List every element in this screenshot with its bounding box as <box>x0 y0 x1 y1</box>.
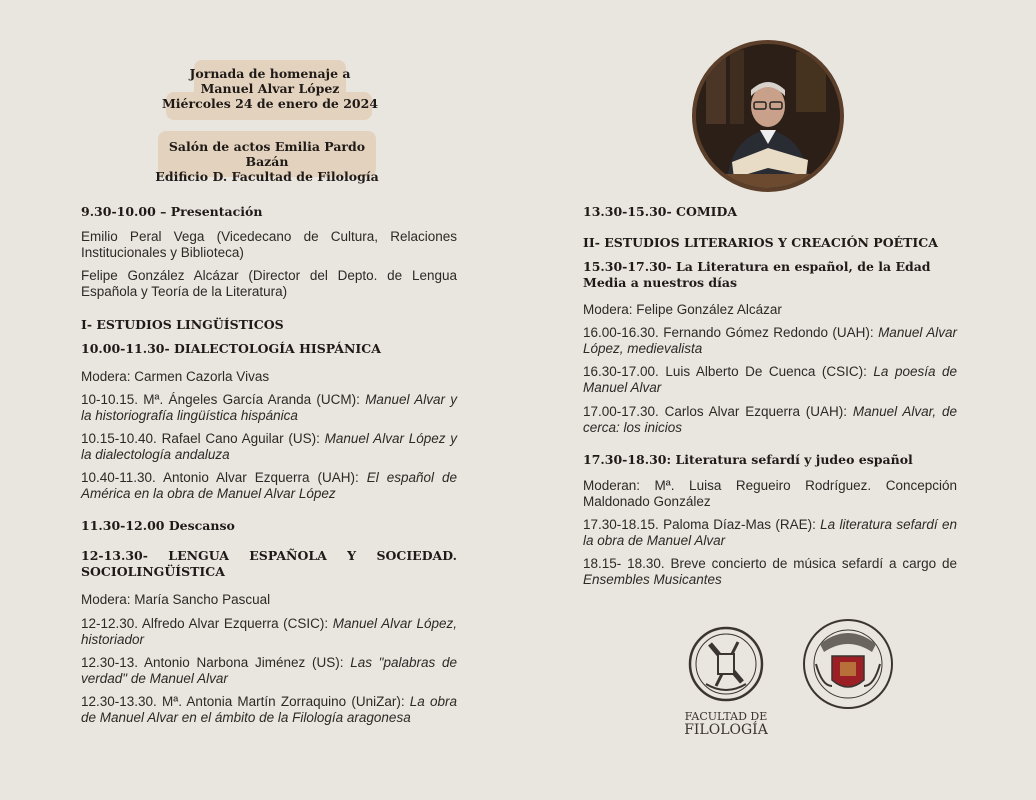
presenter-1: Emilio Peral Vega (Vicedecano de Cultura, Relaciones Institucionales y Biblioteca) <box>81 229 457 260</box>
talk-speaker: 18.15- 18.30. Breve concierto de música sefardí a cargo de <box>583 556 957 571</box>
session-3-talk-2 <box>81 655 457 687</box>
session-4-talk-2 <box>583 364 957 396</box>
talk-speaker: 16.00-16.30. Fernando Gómez Redondo (UAH): <box>583 325 879 340</box>
faculty-logo <box>676 620 776 740</box>
talk-title: Manuel Alvar López y la dialectología andaluza <box>81 431 457 462</box>
faculty-emblem-icon <box>676 620 776 710</box>
talk-speaker: 12.30-13. Antonio Narbona Jiménez (US): <box>81 655 351 670</box>
portrait-photo <box>692 40 844 192</box>
talk-title: El español de América en la obra de Manuel Alvar López <box>81 470 457 501</box>
talk-speaker: 17.30-18.15. Paloma Díaz-Mas (RAE): <box>583 517 821 532</box>
session-5-title: 17.30-18.30: Literatura sefardí y judeo español <box>583 452 913 467</box>
session-2-talk-1 <box>81 392 457 424</box>
university-seal <box>802 616 894 712</box>
talk-speaker: 10.15-10.40. Rafael Cano Aguilar (US): <box>81 431 325 446</box>
talk-title: La obra de Manuel Alvar en el ámbito de la Filología aragonesa <box>81 694 457 725</box>
talk-title: Manuel Alvar, de cerca: los inicios <box>583 404 957 435</box>
session-2-moderator: Modera: Carmen Cazorla Vivas <box>81 369 270 384</box>
header-title <box>150 66 390 111</box>
talk-title: Manuel Alvar López, historiador <box>81 616 457 647</box>
talk-speaker: 10-10.15. Mª. Ángeles García Aranda (UCM): <box>81 392 366 407</box>
talk-title: Ensembles Musicantes <box>583 572 722 587</box>
header-line-2: Manuel Alvar López <box>200 81 340 96</box>
session-4-talk-1 <box>583 325 957 357</box>
presentation-time: 9.30-10.00 – Presentación <box>81 204 263 219</box>
talk-speaker: 10.40-11.30. Antonio Alvar Ezquerra (UAH): <box>81 470 367 485</box>
header-line-3: Miércoles 24 de enero de 2024 <box>161 96 379 111</box>
session-5-talk-2 <box>583 556 957 588</box>
session-3-moderator: Modera: María Sancho Pascual <box>81 592 271 607</box>
session-5-moderators: Moderan: Mª. Luisa Regueiro Rodríguez. Concepción Maldonado González <box>583 478 957 509</box>
session-3-talk-3 <box>81 694 457 726</box>
part-1-heading: I- ESTUDIOS LINGÜÍSTICOS <box>81 317 284 332</box>
break-heading: 11.30-12.00 Descanso <box>81 518 235 533</box>
lunch-heading: 13.30-15.30- COMIDA <box>583 204 738 219</box>
talk-title: Manuel Alvar López, medievalista <box>583 325 957 356</box>
talk-title: Las "palabras de verdad" de Manuel Alvar <box>81 655 457 686</box>
part-2-heading: II- ESTUDIOS LITERARIOS Y CREACIÓN POÉTICA <box>583 235 938 250</box>
talk-speaker: 17.00-17.30. Carlos Alvar Ezquerra (UAH): <box>583 404 853 419</box>
header-line-1: Jornada de homenaje a <box>189 66 351 81</box>
session-2-title: 10.00-11.30- DIALECTOLOGÍA HISPÁNICA <box>81 341 381 356</box>
talk-speaker: 12-12.30. Alfredo Alvar Ezquerra (CSIC): <box>81 616 333 631</box>
header-venue <box>150 139 384 184</box>
talk-title: La literatura sefardí en la obra de Manuel Alvar <box>583 517 957 548</box>
session-3-talk-1 <box>81 616 457 648</box>
talk-speaker: 12.30-13.30. Mª. Antonia Martín Zorraquino (UniZar): <box>81 694 410 709</box>
talk-title: La poesía de Manuel Alvar <box>583 364 957 395</box>
session-4-moderator: Modera: Felipe González Alcázar <box>583 302 782 317</box>
talk-title: Manuel Alvar y la historiografía lingüística hispánica <box>81 392 457 423</box>
faculty-logo-line-1: FACULTAD DE <box>684 710 768 723</box>
session-3-title: 12-13.30- LENGUA ESPAÑOLA Y SOCIEDAD. SOCIOLINGÜÍSTICA <box>81 548 457 579</box>
session-2-talk-3 <box>81 470 457 502</box>
faculty-logo-line-2: FILOLOGÍA <box>684 722 768 738</box>
header-line-5: Edificio D. Facultad de Filología <box>155 169 379 184</box>
header-line-4: Salón de actos Emilia Pardo Bazán <box>168 139 366 169</box>
session-4-title: 15.30-17.30- La Literatura en español, de la Edad Media a nuestros días <box>583 259 931 290</box>
portrait-illustration <box>696 44 840 188</box>
university-seal-icon <box>802 616 894 712</box>
presenter-2: Felipe González Alcázar (Director del Depto. de Lengua Española y Teoría de la Literatura) <box>81 268 457 299</box>
talk-speaker: 16.30-17.00. Luis Alberto De Cuenca (CSIC): <box>583 364 874 379</box>
session-5-talk-1 <box>583 517 957 549</box>
session-2-talk-2 <box>81 431 457 463</box>
session-4-talk-3 <box>583 404 957 436</box>
